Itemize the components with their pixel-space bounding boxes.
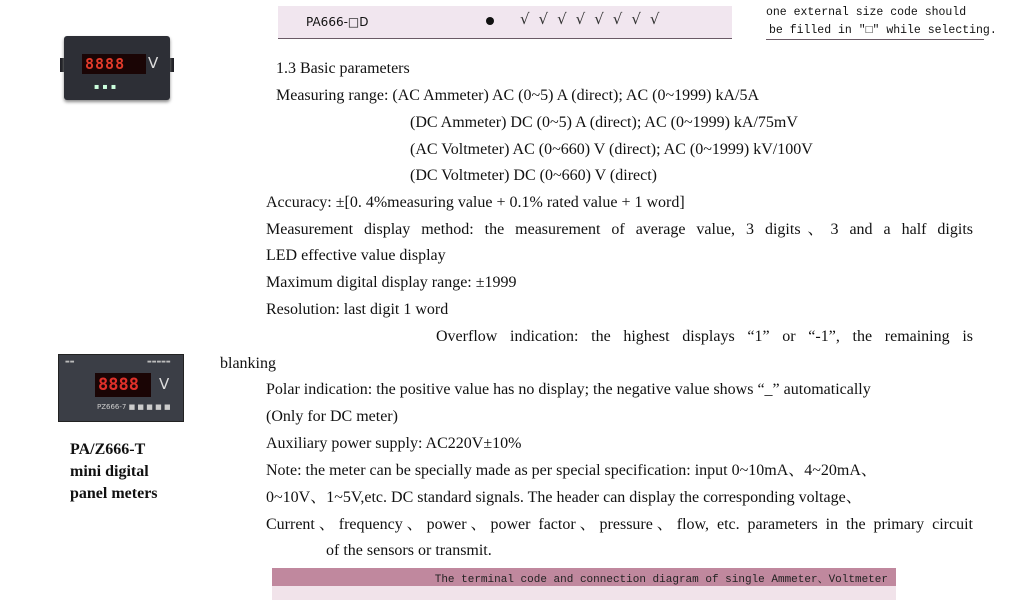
section-header-text: The terminal code and connection diagram of single Ammeter、Voltmeter bbox=[434, 574, 888, 586]
spec-table-row bbox=[278, 6, 732, 38]
max-display-range: Maximum digital display range: ±1999 bbox=[266, 274, 517, 291]
range-line-1: Measuring range: (AC Ammeter) AC (0~5) A (direct); AC (0~1999) kA/5A bbox=[276, 87, 760, 104]
polar-line-1: Polar indication: the positive value has no display; the negative value shows “_” automatically bbox=[266, 381, 871, 398]
key-buttons-icon: ▪▪▪ bbox=[94, 82, 120, 91]
range-line-2: (DC Ammeter) DC (0~5) A (direct); AC (0~1999) kA/75mV bbox=[410, 114, 798, 131]
caption-line-1: PA/Z666-T bbox=[70, 441, 146, 458]
resolution: Resolution: last digit 1 word bbox=[266, 301, 449, 318]
spec-mark: ▬▬▬▬▬ bbox=[147, 359, 171, 365]
bullet-dot-icon bbox=[486, 17, 494, 25]
caption-line-3: panel meters bbox=[70, 485, 158, 502]
led-digits: 8888 bbox=[98, 375, 139, 395]
note-line-4: of the sensors or transmit. bbox=[326, 542, 492, 559]
unit-label: V bbox=[159, 375, 170, 393]
overflow-line-1: Overflow indication: the highest displays “1” or “-1”, the remaining is bbox=[436, 328, 973, 345]
note-line-1: Note: the meter can be specially made as per special specification: input 0~10mA、4~20mA、 bbox=[266, 462, 877, 479]
note-line-3: Current、frequency、power、power factor、pressure、flow, etc. parameters in the primary circuit bbox=[266, 516, 973, 533]
display-method-line-2: LED effective value display bbox=[266, 247, 446, 264]
unit-label: V bbox=[148, 54, 159, 72]
note-line-2: 0~10V、1~5V,etc. DC standard signals. The header can display the corresponding voltage、 bbox=[266, 489, 862, 506]
range-line-4: (DC Voltmeter) DC (0~660) V (direct) bbox=[410, 167, 657, 184]
product-caption bbox=[70, 439, 158, 505]
section-header-bar bbox=[272, 568, 896, 586]
overflow-line-2: blanking bbox=[220, 355, 276, 372]
led-digits: 8888 bbox=[85, 55, 126, 73]
brand-mark: ▬▬ bbox=[65, 359, 75, 365]
polar-line-2: (Only for DC meter) bbox=[266, 408, 398, 425]
note-rule bbox=[766, 39, 984, 40]
check-marks: √√√√√√√√ bbox=[520, 10, 669, 28]
table-bottom-rule bbox=[278, 38, 732, 39]
display-method-line-1: Measurement display method: the measurement of average value, 3 digits、3 and a half digits bbox=[266, 221, 973, 238]
caption-line-2: mini digital bbox=[70, 463, 149, 480]
section-title: 1.3 Basic parameters bbox=[276, 60, 410, 77]
model-code: PA666-□D bbox=[306, 15, 369, 29]
panel-meter-image-side bbox=[58, 354, 184, 422]
accuracy: Accuracy: ±[0. 4%measuring value + 0.1% rated value + 1 word] bbox=[266, 194, 685, 211]
panel-meter-image-top bbox=[64, 36, 170, 100]
table-note-line2: be filled in "□" while selecting. bbox=[769, 24, 997, 37]
aux-power: Auxiliary power supply: AC220V±10% bbox=[266, 435, 522, 452]
model-label: PZ666-7 ■ ■ ■ ■ ■ bbox=[97, 403, 171, 411]
table-band bbox=[272, 586, 896, 600]
range-line-3: (AC Voltmeter) AC (0~660) V (direct); AC (0~1999) kV/100V bbox=[410, 141, 813, 158]
table-note-line1: one external size code should bbox=[766, 6, 967, 19]
